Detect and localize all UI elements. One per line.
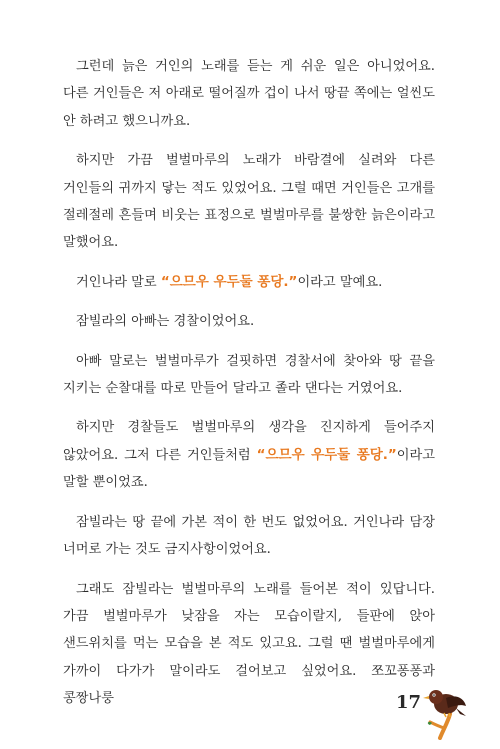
giant-language-quote: “으므우 우두둘 퐁당.” [160, 273, 298, 290]
bird-on-branch-icon [420, 684, 468, 740]
paragraph [63, 147, 435, 257]
paragraph [63, 348, 435, 403]
body-text [63, 53, 435, 725]
paragraph-text: 하지만 경찰들도 벌벌마루의 생각을 진지하게 들어주지 않았어요. 그저 다른 거인들처럼 [63, 420, 435, 463]
paragraph [63, 509, 435, 564]
paragraph-text: 거인나라 말로 [76, 274, 161, 290]
paragraph-text: 그래도 잠빌라는 벌벌마루의 노래를 들어본 적이 있답니다. 가끔 벌벌마루가 낮잠을 자는 모습이랄지, 들판에 앉아 샌드위치를 먹는 모습을 본 적도 있고요. 그럴 땐 벌벌마루에게 가까이 다가가 말이라도 걸어보고 싶었어요. 쪼꼬퐁퐁과 콩짱나룽 [63, 581, 435, 707]
paragraph [63, 308, 435, 335]
paragraph-text: 하지만 가끔 벌벌마루의 노래가 바람결에 실려와 다른 거인들의 귀까지 닿는 적도 있었어요. 그럴 때면 거인들은 고개를 절레절레 흔들며 비웃는 표정으로 벌벌마루를 불쌍한 늙은이라고 말했어요. [63, 153, 435, 251]
page-number: 17 [396, 692, 422, 713]
paragraph [63, 269, 435, 296]
paragraph [63, 414, 435, 496]
paragraph [63, 576, 435, 713]
paragraph-text: 잠빌라는 땅 끝에 가본 적이 한 번도 없었어요. 거인나라 담장 너머로 가는 것도 금지사항이었어요. [63, 514, 435, 558]
paragraph [63, 53, 435, 135]
giant-language-quote: “으므우 우두둘 퐁당.” [256, 446, 397, 463]
paragraph-text: 이라고 말예요. [297, 274, 383, 290]
paragraph-text: 아빠 말로는 벌벌마루가 걸핏하면 경찰서에 찾아와 땅 끝을 지키는 순찰대를 따로 만들어 달라고 졸라 댄다는 거였어요. [63, 353, 435, 397]
paragraph-text: 잠빌라의 아빠는 경찰이었어요. [76, 314, 255, 330]
paragraph-text: 그런데 늙은 거인의 노래를 듣는 게 쉬운 일은 아니었어요. 다른 거인들은 저 아래로 떨어질까 겁이 나서 땅끝 쪽에는 얼씬도 안 하려고 했으니까요. [63, 59, 435, 129]
paragraph-text: 이라고 말할 뿐이었죠. [63, 447, 435, 491]
